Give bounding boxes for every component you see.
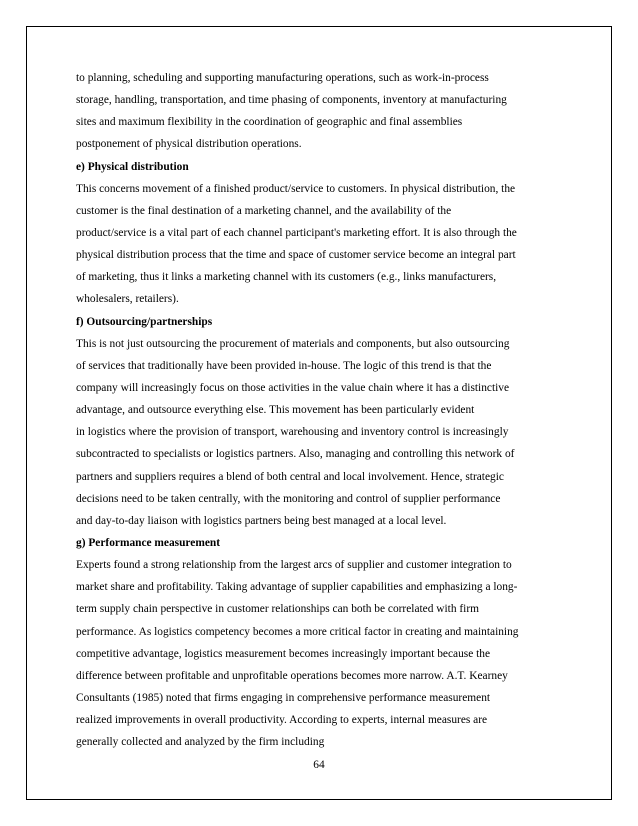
text-line: advantage, and outsource everything else. This movement has been particularly evident: [76, 404, 475, 417]
text-line: realized improvements in overall productivity. According to experts, internal measures are: [76, 714, 488, 727]
text-line: storage, handling, transportation, and time phasing of components, inventory at manufacturing: [76, 94, 507, 107]
text-line: sites and maximum flexibility in the coordination of geographic and final assemblies: [76, 116, 463, 129]
document-body: [76, 70, 571, 756]
text-line: term supply chain perspective in customer relationships can both be correlated with firm: [76, 603, 479, 616]
text-line: physical distribution process that the time and space of customer service become an integral part: [76, 249, 516, 262]
text-line: company will increasingly focus on those activities in the value chain where it has a distinctive: [76, 381, 510, 394]
section-heading: e) Physical distribution: [76, 160, 189, 173]
text-line: decisions need to be taken centrally, with the monitoring and control of supplier performance: [76, 492, 501, 505]
text-line: to planning, scheduling and supporting manufacturing operations, such as work-in-process: [76, 72, 489, 84]
text-line: and day-to-day liaison with logistics partners being best managed at a local level.: [76, 514, 447, 527]
text-line: wholesalers, retailers).: [76, 293, 179, 306]
text-line: This is not just outsourcing the procurement of materials and components, but also outsourcing: [76, 337, 510, 350]
text-line: of marketing, thus it links a marketing channel with its customers (e.g., links manufacturers,: [76, 271, 497, 284]
text-line: partners and suppliers requires a blend of both central and local involvement. Hence, strategic: [76, 470, 504, 483]
text-line: customer is the final destination of a marketing channel, and the availability of the: [76, 204, 452, 217]
text-line: market share and profitability. Taking advantage of supplier capabilities and emphasizing a long-: [76, 581, 518, 594]
text-line: performance. As logistics competency becomes a more critical factor in creating and maintaining: [76, 625, 519, 638]
text-line: generally collected and analyzed by the firm including: [76, 736, 325, 749]
text-line: Experts found a strong relationship from the largest arcs of supplier and customer integration to: [76, 559, 512, 572]
text-line: product/service is a vital part of each channel participant's marketing effort. It is also through the: [76, 226, 517, 239]
section-heading: g) Performance measurement: [76, 536, 221, 549]
text-line: This concerns movement of a finished product/service to customers. In physical distribution, the: [76, 182, 516, 195]
text-line: competitive advantage, logistics measurement becomes increasingly important because the: [76, 647, 491, 660]
text-line: difference between profitable and unprofitable operations becomes more narrow. A.T. Kearney: [76, 669, 508, 682]
section-heading: f) Outsourcing/partnerships: [76, 315, 213, 328]
text-line: subcontracted to specialists or logistics partners. Also, managing and controlling this network of: [76, 448, 515, 461]
text-line: of services that traditionally have been provided in-house. The logic of this trend is that the: [76, 359, 492, 372]
text-line: in logistics where the provision of transport, warehousing and inventory control is increasingly: [76, 426, 509, 439]
text-line: postponement of physical distribution operations.: [76, 138, 302, 151]
text-line: Consultants (1985) noted that firms engaging in comprehensive performance measurement: [76, 691, 491, 704]
page-number: 64: [313, 759, 325, 771]
